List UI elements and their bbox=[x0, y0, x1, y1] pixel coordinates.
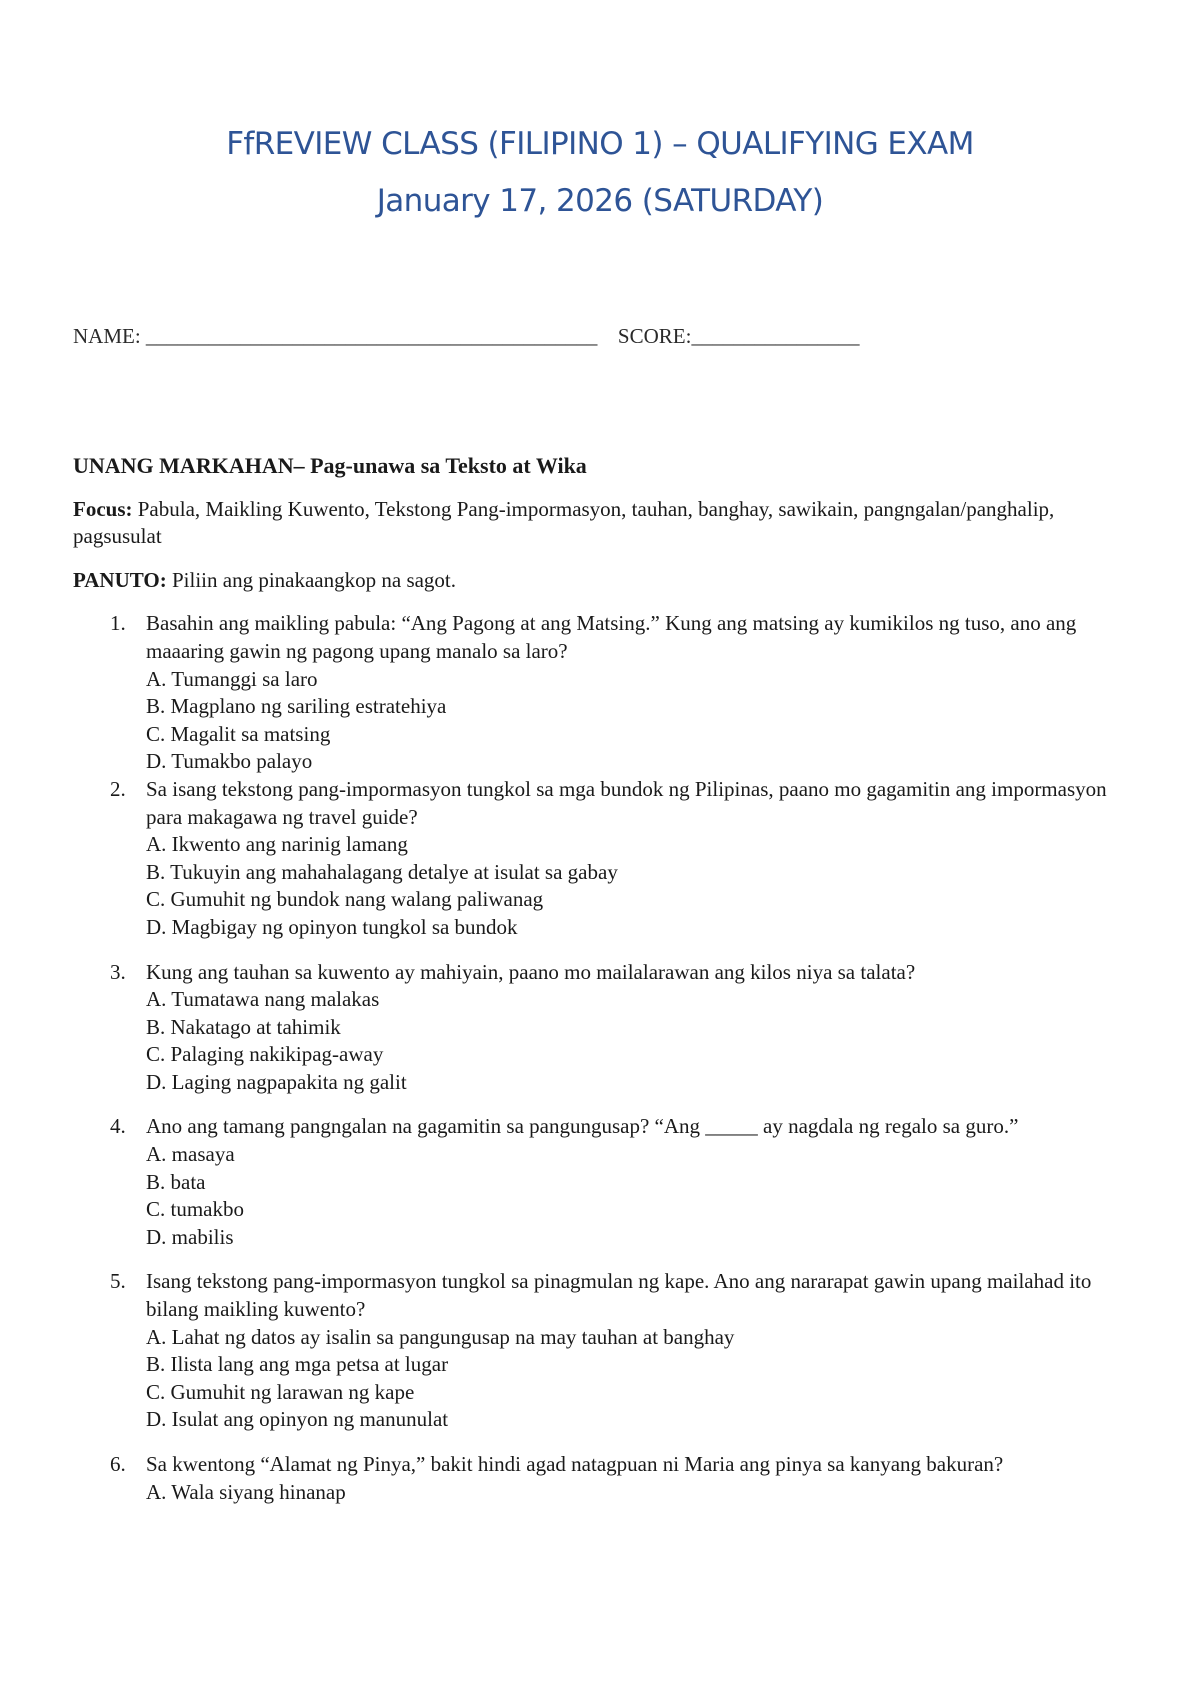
focus-paragraph bbox=[73, 496, 1133, 551]
question-item bbox=[73, 959, 1133, 1097]
answer-option: B. Tukuyin ang mahahalagang detalye at isulat sa gabay bbox=[146, 859, 618, 884]
question-number: 5. bbox=[110, 1269, 126, 1294]
score-label: SCORE: bbox=[617, 324, 692, 348]
question-list bbox=[73, 610, 1133, 1506]
answer-option: C. Palaging nakikipag-away bbox=[146, 1042, 384, 1067]
answer-option: A. Tumanggi sa laro bbox=[146, 666, 318, 691]
answer-option: D. mabilis bbox=[146, 1224, 234, 1249]
focus-text: Pabula, Maikling Kuwento, Tekstong Pang-impormasyon, tauhan, banghay, sawikain, pangngalan/panghalip, pagsusulat bbox=[73, 496, 1055, 549]
answer-option: B. Magplano ng sariling estratehiya bbox=[146, 694, 447, 719]
question-item bbox=[73, 610, 1133, 776]
answer-option: A. Wala siyang hinanap bbox=[146, 1479, 346, 1504]
instructions-text: Piliin ang pinakaangkop na sagot. bbox=[171, 567, 457, 592]
question-number: 6. bbox=[110, 1452, 126, 1476]
question-text: Sa kwentong “Alamat ng Pinya,” bakit hindi agad natagpuan ni Maria ang pinya sa kanyang bakuran? bbox=[146, 1452, 1004, 1476]
answer-option: B. bata bbox=[146, 1169, 206, 1194]
question-text: Ano ang tamang pangngalan na gagamitin sa pangungusap? “Ang _____ ay nagdala ng regalo sa guro.” bbox=[146, 1114, 1019, 1139]
question-item bbox=[73, 776, 1133, 942]
answer-option: A. Ikwento ang narinig lamang bbox=[146, 832, 408, 857]
score-blank: ________________ bbox=[691, 324, 860, 348]
answer-option: C. Gumuhit ng larawan ng kape bbox=[146, 1379, 415, 1404]
question-number: 4. bbox=[110, 1114, 126, 1139]
name-score-line bbox=[73, 324, 859, 349]
focus-label: Focus: bbox=[73, 496, 133, 521]
question-number: 2. bbox=[110, 776, 126, 801]
exam-content bbox=[73, 452, 1133, 1506]
question-text: Sa isang tekstong pang-impormasyon tungkol sa mga bundok ng Pilipinas, paano mo gagamitin ang impormasyon para makagawa ng travel guide? bbox=[146, 776, 1107, 829]
answer-option: C. Magalit sa matsing bbox=[146, 721, 331, 746]
answer-option: C. tumakbo bbox=[146, 1197, 244, 1222]
answer-option: D. Isulat ang opinyon ng manunulat bbox=[146, 1407, 449, 1432]
instructions-label: PANUTO: bbox=[73, 567, 167, 592]
answer-option: B. Nakatago at tahimik bbox=[146, 1014, 341, 1039]
question-item bbox=[73, 1268, 1133, 1434]
question-text: Isang tekstong pang-impormasyon tungkol sa pinagmulan ng kape. Ano ang nararapat gawin upang mailahad ito bilang maikling kuwento? bbox=[146, 1269, 1092, 1322]
answer-option: A. masaya bbox=[146, 1142, 235, 1167]
name-label: NAME: bbox=[73, 324, 141, 348]
answer-option: D. Tumakbo palayo bbox=[146, 749, 313, 774]
exam-date: January 17, 2026 (SATURDAY) bbox=[376, 183, 824, 219]
answer-option: D. Laging nagpapakita ng galit bbox=[146, 1069, 407, 1094]
answer-option: B. Ilista lang ang mga petsa at lugar bbox=[146, 1352, 449, 1377]
name-blank: ___________________________________________ bbox=[145, 324, 598, 348]
question-item bbox=[73, 1113, 1133, 1251]
answer-option: A. Lahat ng datos ay isalin sa pangungusap na may tauhan at banghay bbox=[146, 1324, 735, 1349]
question-text: Basahin ang maikling pabula: “Ang Pagong at ang Matsing.” Kung ang matsing ay kumikilos ng tuso, ano ang maaaring gawin ng pagong upang manalo sa laro? bbox=[146, 611, 1077, 663]
question-text: Kung ang tauhan sa kuwento ay mahiyain, paano mo mailalarawan ang kilos niya sa talata? bbox=[146, 959, 916, 984]
answer-option: A. Tumatawa nang malakas bbox=[146, 987, 380, 1012]
question-number: 1. bbox=[110, 611, 126, 636]
question-number: 3. bbox=[110, 959, 126, 984]
question-item bbox=[73, 1451, 1133, 1506]
exam-title: FfREVIEW CLASS (FILIPINO 1) – QUALIFYING EXAM bbox=[226, 126, 974, 162]
answer-option: C. Gumuhit ng bundok nang walang paliwanag bbox=[146, 887, 544, 912]
answer-option: D. Magbigay ng opinyon tungkol sa bundok bbox=[146, 914, 518, 939]
section-heading: UNANG MARKAHAN– Pag-unawa sa Teksto at Wika bbox=[73, 453, 587, 478]
instructions-paragraph bbox=[73, 567, 1133, 595]
